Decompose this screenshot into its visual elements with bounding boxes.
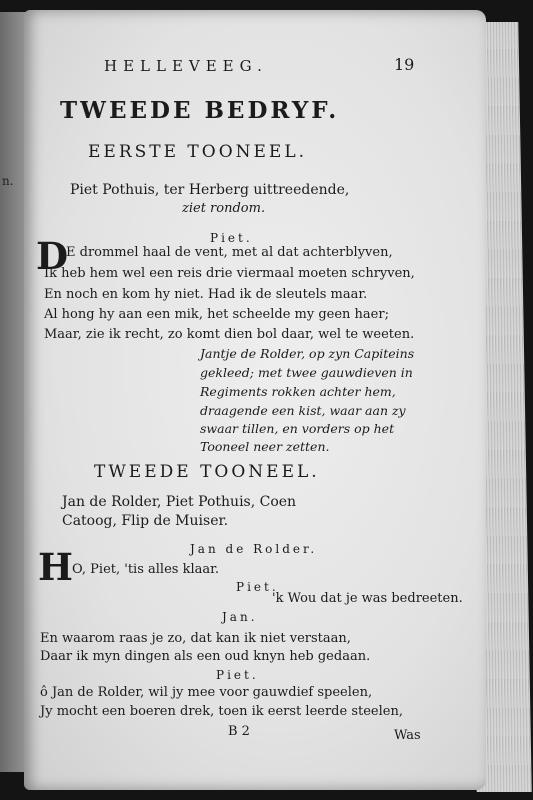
scene1-title: EERSTE TOONEEL.	[88, 142, 308, 162]
scene1-speaker: Piet.	[210, 231, 253, 245]
scene2-verse-line: O, Piet, 'tis alles klaar.	[72, 562, 220, 577]
scene2-verse-line: 'k Wou dat je was bedreeten.	[272, 591, 463, 606]
scene2-speaker: Jan.	[222, 610, 258, 624]
page-number: 19	[394, 55, 415, 74]
stage-direction-line: swaar tillen, en vorders op het	[200, 421, 395, 436]
scene1-cast-line1: Piet Pothuis, ter Herberg uittreedende,	[70, 182, 350, 198]
stage-direction-line: draagende een kist, waar aan zy	[200, 403, 406, 418]
scene2-title: TWEEDE TOONEEL.	[94, 462, 320, 482]
catchword: Was	[394, 728, 421, 743]
stage-direction-line: gekleed; met twee gauwdieven in	[200, 365, 413, 380]
scene1-cast-line2: ziet rondom.	[182, 201, 266, 216]
act-title: TWEEDE BEDRYF.	[60, 97, 340, 124]
scene1-verse-line: En noch en kom hy niet. Had ik de sleutels maar.	[44, 287, 368, 302]
scene2-cast-line2: Catoog, Flip de Muiser.	[62, 513, 229, 529]
scene2-verse-line: ô Jan de Rolder, wil jy mee voor gauwdief speelen,	[40, 685, 373, 700]
scene1-drop-cap: D	[36, 234, 69, 278]
stage-direction-line: Tooneel neer zetten.	[200, 439, 330, 454]
stage-direction-line: Regiments rokken achter hem,	[200, 384, 396, 399]
scene2-verse-line: Daar ik myn dingen als een oud knyn heb gedaan.	[40, 649, 371, 664]
signature-mark: B 2	[228, 724, 250, 739]
scene2-drop-cap: H	[38, 545, 73, 589]
scene2-cast-line1: Jan de Rolder, Piet Pothuis, Coen	[62, 494, 297, 510]
left-page-fragment: n.	[2, 174, 14, 188]
book-page	[24, 10, 486, 790]
scene1-verse-line: E drommel haal de vent, met al dat achterblyven,	[66, 245, 393, 260]
scene2-verse-line: Jy mocht een boeren drek, toen ik eerst leerde steelen,	[40, 704, 403, 719]
scene1-verse-line: Ik heb hem wel een reis drie viermaal moeten schryven,	[44, 266, 415, 281]
scene2-speaker: Piet.	[216, 668, 259, 682]
scene2-speaker: Piet.	[236, 580, 279, 594]
stage-direction-line: Jantje de Rolder, op zyn Capiteins	[200, 346, 415, 361]
scene1-verse-line: Maar, zie ik recht, zo komt dien bol daar, wel te weeten.	[44, 327, 415, 342]
running-head: HELLEVEEG.	[104, 57, 268, 75]
scene1-verse-line: Al hong hy aan een mik, het scheelde my geen haer;	[44, 307, 389, 322]
scene2-speaker: Jan de Rolder.	[190, 542, 318, 556]
scene2-verse-line: En waarom raas je zo, dat kan ik niet verstaan,	[40, 631, 351, 646]
